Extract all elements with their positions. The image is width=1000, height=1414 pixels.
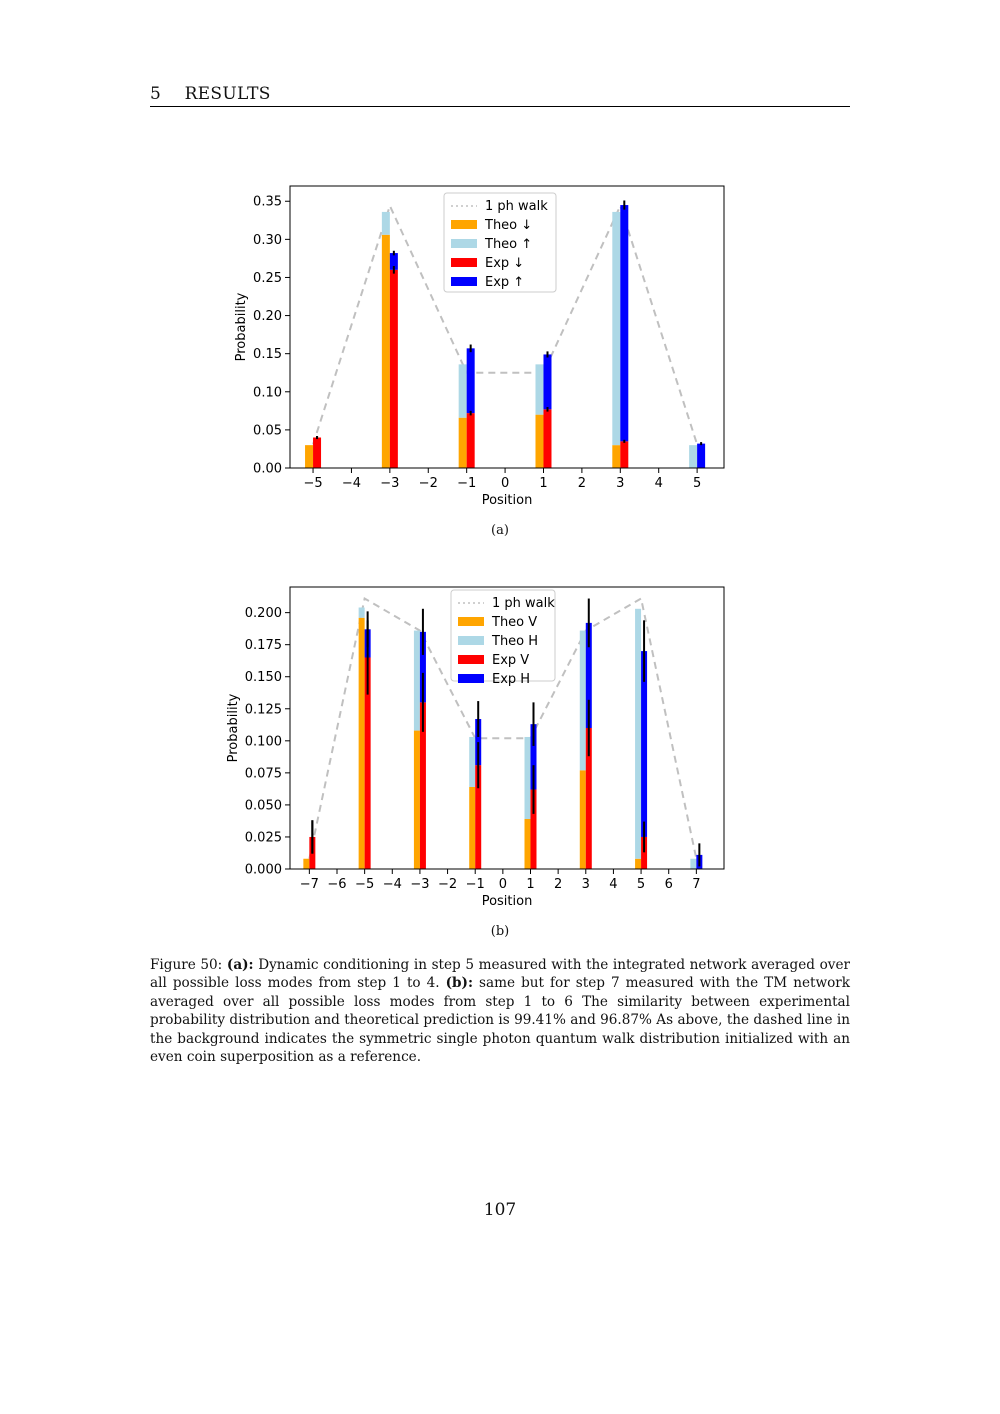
legend-label: Theo H xyxy=(492,634,539,649)
legend-label: Exp H xyxy=(492,672,531,687)
y-tick-label: 0.10 xyxy=(253,385,282,401)
y-axis-label: Probability xyxy=(226,693,241,763)
x-tick-label: 6 xyxy=(664,877,673,892)
x-tick-label: 2 xyxy=(553,877,563,892)
legend-swatch xyxy=(458,636,484,645)
x-tick-label: 4 xyxy=(654,476,663,491)
y-tick-label: 0.35 xyxy=(253,194,282,210)
caption-b-text: same but for step 7 measured with the TM network averaged over all possible loss modes from step 1 to 6 The similarity between experimental probability distribution and theoretical prediction is 99.41% and 96.87% As above, the dashed line in the background indicates the symmetric single photon quantum walk distribution initialized with an even coin superposition as a reference. xyxy=(150,975,851,1066)
caption-b-tag: (b): xyxy=(445,975,474,992)
x-tick-label: −1 xyxy=(457,476,477,491)
bar-theo-upper xyxy=(469,737,475,787)
subfigure-b-label: (b) xyxy=(490,924,510,939)
bar-theo-lower xyxy=(635,859,641,869)
legend-label: Theo ↓ xyxy=(485,218,533,233)
x-tick-label: 0 xyxy=(500,476,510,491)
x-tick-label: −5 xyxy=(355,877,375,892)
x-tick-label: −3 xyxy=(380,476,400,491)
x-tick-label: −4 xyxy=(341,476,362,491)
y-tick-label: 0.15 xyxy=(253,347,282,363)
y-tick-label: 0.20 xyxy=(253,309,282,325)
x-tick-label: 3 xyxy=(581,877,590,892)
y-tick-label: 0.050 xyxy=(244,798,282,814)
y-tick-label: 0.200 xyxy=(244,606,282,622)
bar-theo-lower xyxy=(414,731,420,869)
x-tick-label: −2 xyxy=(418,476,438,491)
x-tick-label: −7 xyxy=(299,877,319,892)
x-axis-label: Position xyxy=(481,894,533,909)
legend-label: Theo V xyxy=(492,615,538,630)
legend-label: Exp V xyxy=(492,653,530,668)
figure-caption xyxy=(150,956,850,1066)
caption-a-text: Dynamic conditioning in step 5 measured with the integrated network averaged over all possible loss modes from step 1 to 4. xyxy=(150,957,850,992)
x-tick-label: 4 xyxy=(609,877,618,892)
y-tick-label: 0.25 xyxy=(253,270,282,286)
bar-theo-lower xyxy=(524,819,530,869)
section-title: RESULTS xyxy=(184,84,271,104)
y-tick-label: 0.075 xyxy=(244,766,282,782)
caption-a-tag: (a): xyxy=(226,957,254,973)
x-tick-label: −6 xyxy=(327,877,347,892)
y-tick-label: 0.025 xyxy=(244,830,282,846)
x-axis-label: Position xyxy=(481,493,533,508)
legend-label: 1 ph walk xyxy=(485,199,548,214)
x-tick-label: −5 xyxy=(303,476,323,491)
x-tick-label: 1 xyxy=(539,476,548,491)
x-tick-label: 5 xyxy=(636,877,646,892)
legend-label: Exp ↑ xyxy=(485,275,525,290)
caption-figure-label: Figure 50: xyxy=(150,957,223,973)
legend-swatch xyxy=(458,617,484,626)
y-tick-label: 0.125 xyxy=(244,702,282,718)
x-tick-label: 5 xyxy=(692,476,702,491)
x-tick-label: 0 xyxy=(498,877,507,892)
bar-theo-upper xyxy=(690,859,696,869)
x-tick-label: 7 xyxy=(692,877,701,892)
section-number: 5 xyxy=(150,84,162,104)
x-tick-label: −1 xyxy=(465,877,485,892)
bar-theo-upper xyxy=(524,737,530,819)
x-tick-label: −4 xyxy=(382,877,402,892)
y-tick-label: 0.05 xyxy=(253,423,282,439)
legend-swatch xyxy=(458,674,484,683)
legend-label: Exp ↓ xyxy=(485,256,525,271)
page-number: 107 xyxy=(483,1200,517,1220)
y-tick-label: 0.150 xyxy=(244,670,282,686)
y-tick-label: 0.00 xyxy=(253,461,282,477)
bar-theo-lower xyxy=(469,787,475,869)
bar-theo-lower xyxy=(580,770,586,869)
x-tick-label: 3 xyxy=(616,476,625,491)
bar-theo-lower xyxy=(359,618,365,869)
y-tick-label: 0.175 xyxy=(244,638,282,654)
bar-theo-upper xyxy=(359,608,365,618)
bar-theo-lower xyxy=(303,859,309,869)
x-tick-label: −2 xyxy=(437,877,458,892)
x-tick-label: 2 xyxy=(577,476,587,491)
y-tick-label: 0.30 xyxy=(253,232,282,248)
bar-theo-upper xyxy=(635,609,641,859)
bar-theo-upper xyxy=(580,631,586,771)
x-tick-label: 1 xyxy=(526,877,535,892)
bar-theo-upper xyxy=(414,631,420,731)
y-tick-label: 0.000 xyxy=(244,862,282,878)
subfigure-a-label: (a) xyxy=(491,523,509,538)
legend-swatch xyxy=(458,655,484,664)
x-tick-label: −3 xyxy=(410,877,430,892)
legend-label: 1 ph walk xyxy=(492,596,555,611)
y-tick-label: 0.100 xyxy=(244,734,282,750)
legend-label: Theo ↑ xyxy=(485,237,533,252)
y-axis-label: Probability xyxy=(234,292,249,362)
